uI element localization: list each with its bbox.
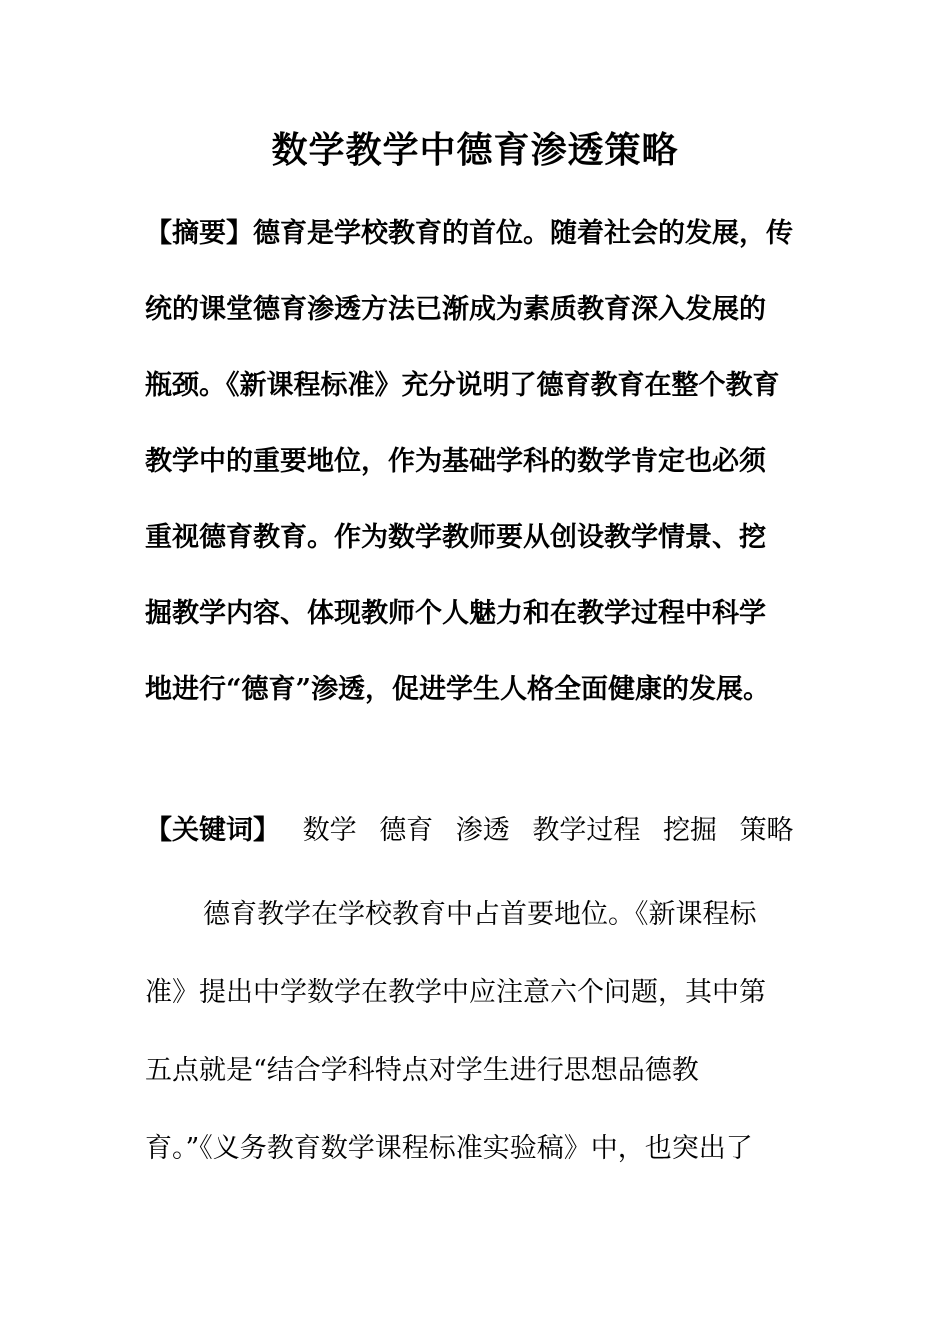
document-title: 数学教学中德育渗透策略: [271, 129, 679, 171]
keyword: 德育: [379, 815, 434, 846]
keyword: 挖掘: [662, 815, 717, 846]
abstract-line: 瓶颈。《新课程标准》充分说明了德育教育在整个教育: [145, 370, 780, 401]
abstract-line: 统的课堂德育渗透方法已渐成为素质教育深入发展的: [145, 294, 766, 325]
body-line: 育。”《义务教育数学课程标准实验稿》中，也突出了: [145, 1133, 753, 1164]
body-line: 准》提出中学数学在教学中应注意六个问题，其中第: [145, 977, 766, 1008]
keywords-line: [145, 806, 794, 856]
keywords-label: 【关键词】: [145, 815, 280, 846]
keyword: 策略: [739, 815, 794, 846]
body-line: 五点就是“结合学科特点对学生进行思想品德教: [145, 1055, 699, 1086]
abstract-line: 掘教学内容、体现教师个人魅力和在教学过程中科学: [145, 598, 766, 629]
body-line: 德育教学在学校教育中占首要地位。《新课程标: [203, 899, 757, 930]
abstract-line: 重视德育教育。作为数学教师要从创设教学情景、挖: [145, 522, 766, 553]
body-paragraph: [145, 876, 810, 1188]
keyword: 数学: [302, 815, 357, 846]
abstract-line: 教学中的重要地位，作为基础学科的数学肯定也必须: [145, 446, 766, 477]
abstract-line: 【摘要】德育是学校教育的首位。随着社会的发展，传: [145, 218, 793, 249]
abstract-line: 地进行“德育”渗透，促进学生人格全面健康的发展。: [145, 674, 771, 705]
keyword: 教学过程: [532, 815, 641, 846]
keyword: 渗透: [455, 815, 510, 846]
abstract-paragraph: [145, 196, 810, 728]
